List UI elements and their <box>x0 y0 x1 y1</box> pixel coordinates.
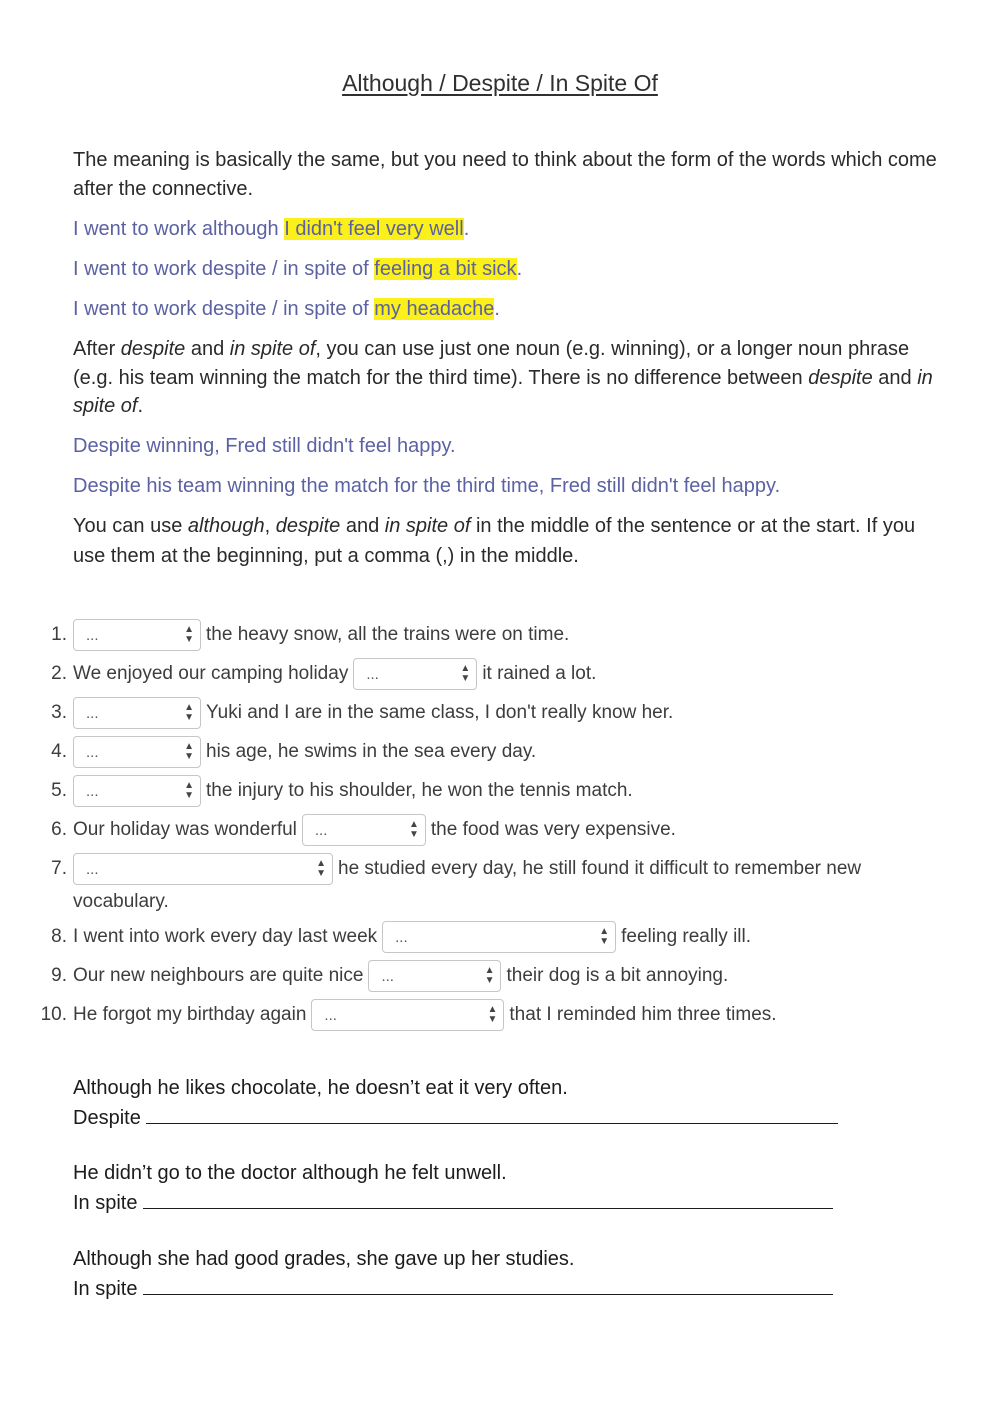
para-text: and <box>185 338 230 360</box>
updown-arrows-icon: ▲ ▼ <box>408 819 419 840</box>
question-text-before: I went into work every day last week <box>73 926 378 947</box>
question-text-before: He forgot my birthday again <box>73 1004 307 1025</box>
question-text-after: it rained a lot. <box>482 663 597 684</box>
answer-blank[interactable] <box>146 1103 838 1124</box>
question-number: 5. <box>51 780 67 801</box>
example-sentence-5: Despite his team winning the match for the third time, Fred still didn't feel happy. <box>73 475 781 497</box>
answer-dropdown-7[interactable] <box>73 853 333 885</box>
para-italic: in spite of <box>384 515 471 537</box>
question-number: 6. <box>51 819 67 840</box>
example-text: I went to work despite / in spite of <box>73 298 375 320</box>
updown-arrows-icon: ▲ ▼ <box>184 702 194 723</box>
example-highlight: my headache <box>374 298 495 320</box>
para-text: After <box>73 338 121 360</box>
para-italic: in spite of <box>229 338 316 360</box>
para-italic: despite <box>275 515 341 537</box>
question-text-before: Our holiday was wonderful <box>73 819 297 840</box>
para-text: in the middle of the sentence or at the start. If you use them at the beginning, put a comma (,) in the middle. <box>73 515 916 567</box>
dropdown-value: ... <box>314 822 328 839</box>
dropdown-value: ... <box>395 929 408 946</box>
para-text: , <box>264 515 276 537</box>
answer-dropdown-6[interactable] <box>302 814 426 846</box>
question-text-after: that I reminded him three times. <box>509 1004 777 1025</box>
answer-dropdown-4[interactable] <box>73 736 201 768</box>
example-sentence-4: Despite winning, Fred still didn't feel happy. <box>73 435 456 457</box>
question-text-after: his age, he swims in the sea every day. <box>206 741 537 762</box>
answer-blank[interactable] <box>143 1188 833 1209</box>
question-text-after: the injury to his shoulder, he won the tennis match. <box>206 780 633 801</box>
explanation-paragraph-2 <box>73 335 943 421</box>
question-number: 4. <box>51 741 67 762</box>
question-text-before: Our new neighbours are quite nice <box>73 965 364 986</box>
intro-paragraph: The meaning is basically the same, but you need to think about the form of the words which come after the connective. <box>73 149 937 200</box>
question-number: 10. <box>40 1004 67 1025</box>
dropdown-value: ... <box>381 968 394 985</box>
example-text: . <box>494 298 500 320</box>
para-text: and <box>340 515 385 537</box>
para-text: . <box>137 395 144 417</box>
para-italic: in spite of <box>73 366 933 417</box>
transform-sentence-3: Although she had good grades, she gave up her studies. <box>73 1248 575 1270</box>
dropdown-value: ... <box>324 1007 337 1024</box>
example-text: . <box>516 258 523 280</box>
question-text-after: the heavy snow, all the trains were on time. <box>206 624 570 645</box>
question-text-after: their dog is a bit annoying. <box>506 965 729 986</box>
dropdown-value: ... <box>86 861 99 878</box>
example-sentence-3 <box>73 295 500 323</box>
transform-answer-line-2 <box>73 1188 833 1218</box>
answer-dropdown-8[interactable] <box>382 921 616 953</box>
transform-prompt: In spite <box>73 1278 138 1300</box>
dropdown-value: ... <box>86 783 99 800</box>
question-number: 3. <box>51 702 67 723</box>
updown-arrows-icon: ▲ ▼ <box>484 965 495 986</box>
example-text: I went to work despite / in spite of <box>73 258 375 280</box>
question-number: 8. <box>51 926 67 947</box>
transform-sentence-1: Although he likes chocolate, he doesn’t eat it very often. <box>73 1077 568 1099</box>
para-text: , you can use just one noun (e.g. winning), or a longer noun phrase (e.g. his team winning the match for the third time). There is no difference between <box>73 338 910 389</box>
example-sentence-2 <box>73 255 522 283</box>
para-italic: despite <box>808 366 873 389</box>
transform-answer-line-1 <box>73 1103 838 1133</box>
updown-arrows-icon: ▲ ▼ <box>316 858 326 879</box>
example-highlight: feeling a bit sick <box>374 258 517 280</box>
dropdown-value: ... <box>86 705 99 722</box>
example-text: . <box>463 218 470 240</box>
answer-blank[interactable] <box>143 1274 833 1295</box>
transform-sentence-2: He didn’t go to the doctor although he felt unwell. <box>73 1162 507 1184</box>
transform-prompt: In spite <box>73 1192 138 1214</box>
updown-arrows-icon: ▲ ▼ <box>599 926 610 947</box>
transform-prompt: Despite <box>73 1107 141 1129</box>
explanation-paragraph-3 <box>73 511 943 571</box>
para-text: and <box>872 366 918 389</box>
para-italic: despite <box>120 338 186 360</box>
answer-dropdown-1[interactable] <box>73 619 201 651</box>
question-number: 1. <box>51 624 67 645</box>
updown-arrows-icon: ▲ ▼ <box>184 741 194 762</box>
question-text-after: the food was very expensive. <box>430 819 676 840</box>
transform-answer-line-3 <box>73 1274 833 1304</box>
updown-arrows-icon: ▲ ▼ <box>184 780 194 801</box>
dropdown-value: ... <box>86 627 99 644</box>
question-number: 7. <box>51 858 67 879</box>
question-text-after: Yuki and I are in the same class, I don't really know her. <box>206 702 674 723</box>
answer-dropdown-9[interactable] <box>368 960 501 992</box>
question-text-after: he studied every day, he still found it difficult to remember new <box>338 858 862 879</box>
question-number: 2. <box>51 663 67 684</box>
question-text-before: We enjoyed our camping holiday <box>73 663 349 684</box>
answer-dropdown-5[interactable] <box>73 775 201 807</box>
answer-dropdown-2[interactable] <box>353 658 477 690</box>
example-text: I went to work although <box>73 218 285 240</box>
dropdown-value: ... <box>86 744 99 761</box>
para-text: You can use <box>73 515 188 537</box>
page-title: Although / Despite / In Spite Of <box>342 70 658 96</box>
updown-arrows-icon: ▲ ▼ <box>184 624 194 645</box>
answer-dropdown-3[interactable] <box>73 697 201 729</box>
example-highlight: I didn't feel very well <box>284 218 464 240</box>
para-italic: although <box>187 515 265 537</box>
question-7-continuation: vocabulary. <box>73 891 169 912</box>
updown-arrows-icon: ▲ ▼ <box>460 663 471 684</box>
question-number: 9. <box>51 965 67 986</box>
question-text-after: feeling really ill. <box>621 926 752 947</box>
answer-dropdown-10[interactable] <box>311 999 504 1031</box>
updown-arrows-icon: ▲ ▼ <box>487 1004 498 1025</box>
example-sentence-1 <box>73 215 469 243</box>
dropdown-value: ... <box>366 666 379 683</box>
